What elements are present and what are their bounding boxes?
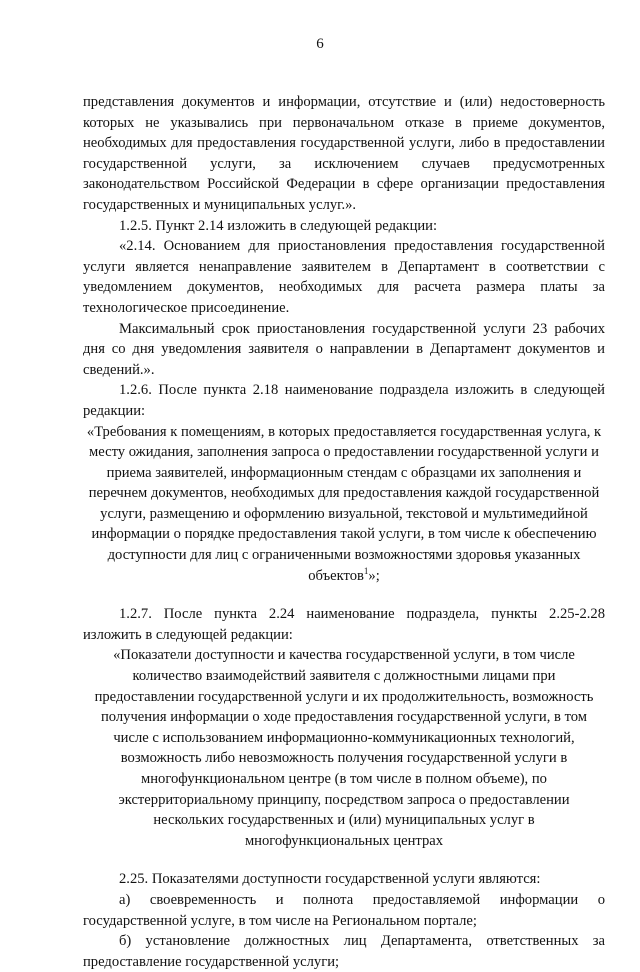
list-item-a: а) своевременность и полнота предоставляемой информации о государственной услуге, в том числе на Региональном портале; <box>83 891 605 929</box>
subsection-title-premises <box>83 422 605 587</box>
list-item-b: б) установление должностных лиц Департамента, ответственных за предоставление государственной услуги; <box>83 933 605 970</box>
page-number: 6 <box>316 36 324 52</box>
subsection-title-quality: «Показатели доступности и качества государственной услуги, в том числе количество взаимодействий заявителя с должностными лицами при предоставлении государственной услуги и их продолжительность, возможность получения информации о ходе предоставления государственной услуги, в том числе с использованием информационно-коммуникационных технологий, возможность либо невозможность получения государственной услуги в многофункциональном центре (в том числе в полном объеме), по экстерриториальному принципу, посредством запроса о предоставлении нескольких государственных и (или) муниципальных услуг в многофункциональных центрах <box>94 647 594 849</box>
paragraph-1-2-7: 1.2.7. После пункта 2.24 наименование подраздела, пункты 2.25-2.28 изложить в следующей редакции: <box>83 606 605 643</box>
paragraph-2-25: 2.25. Показателями доступности государственной услуги являются: <box>119 871 541 888</box>
paragraph-max-term: Максимальный срок приостановления государственной услуги 23 рабочих дня со дня уведомления заявителя о направлении в Департамент документов и сведений.». <box>83 320 605 378</box>
subsection-title-premises-end: »; <box>368 567 380 584</box>
footnote-mark: 1 <box>363 565 369 576</box>
paragraph-1-2-6: 1.2.6. После пункта 2.18 наименование подраздела изложить в следующей редакции: <box>83 382 605 419</box>
paragraph-2-14: «2.14. Основанием для приостановления предоставления государственной услуги является ненаправление заявителем в Департамент в соответствии с уведомлением документов, необходимых для расчета размера платы за технологическое присоединение. <box>83 238 605 316</box>
subsection-title-premises-text: «Требования к помещениям, в которых предоставляется государственная услуга, к месту ожидания, заполнения запроса о предоставлении государственной услуги и приема заявителей, информационным стендам с образцами их заполнения и перечнем документов, необходимых для предоставления каждой государственной услуги, размещению и оформлению визуальной, текстовой и мультимедийной информации о порядке предоставления такой услуги, в том числе к обеспечению доступности для лиц с ограниченными возможностями здоровья указанных объектов <box>86 423 602 584</box>
paragraph-continuation: представления документов и информации, отсутствие и (или) недостоверность которых не указывались при первоначальном отказе в приеме документов, необходимых для предоставления государственной услуги, либо в предоставлении государственной услуги, за исключением случаев предусмотренных законодательством Российской Федерации в сфере организации предоставления государственных и муниципальных услуг.». <box>83 94 605 213</box>
paragraph-1-2-5: 1.2.5. Пункт 2.14 изложить в следующей редакции: <box>119 217 438 234</box>
document-body <box>83 92 605 972</box>
